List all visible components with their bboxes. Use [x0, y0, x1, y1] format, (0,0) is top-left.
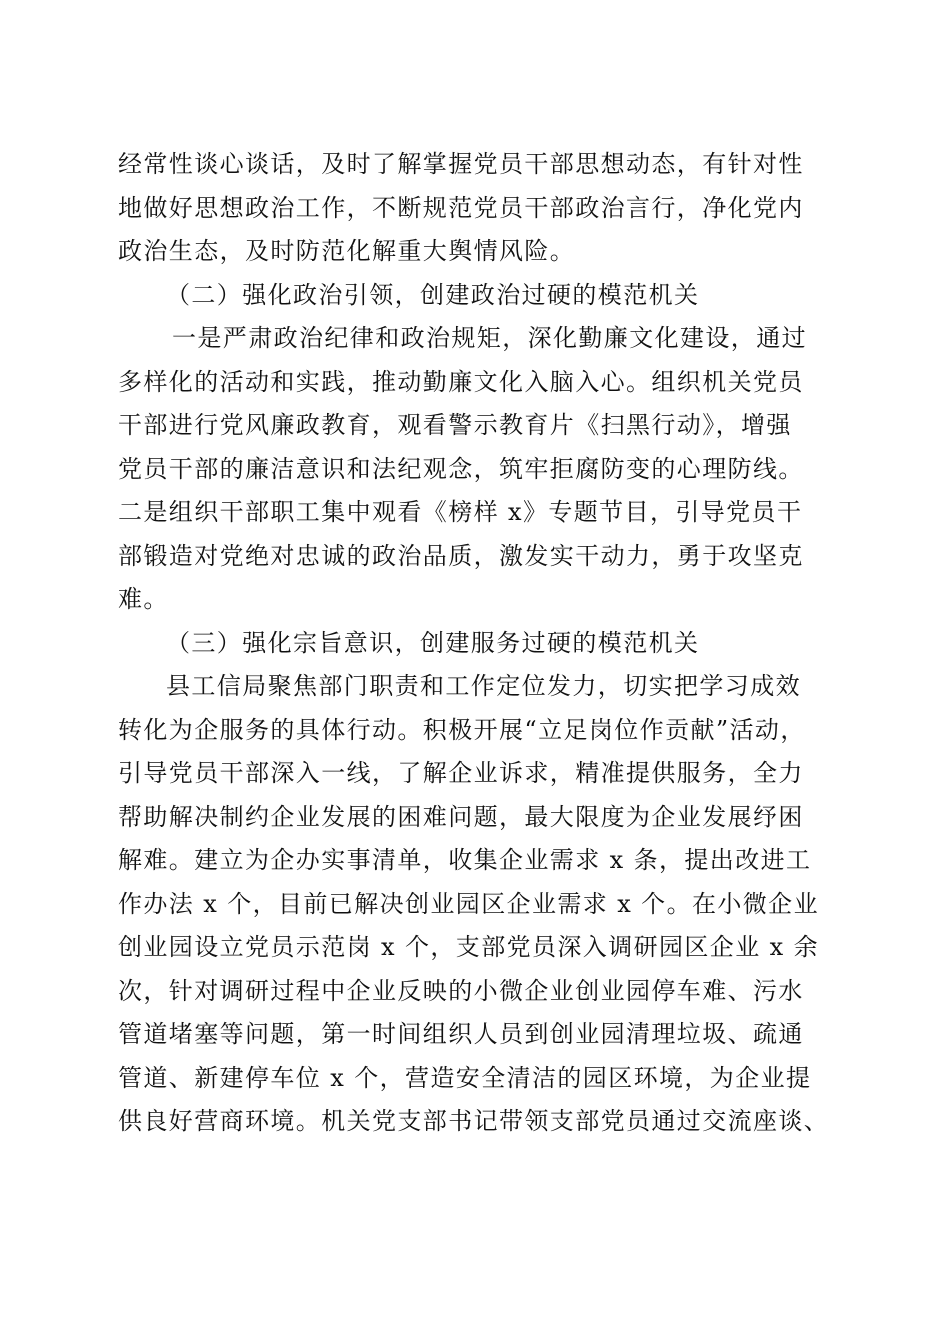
- body-line: 难。: [118, 585, 169, 613]
- body-line: 一是严肃政治纪律和政治规矩，深化勤廉文化建设，通过: [172, 324, 807, 352]
- body-line: 二是组织干部职工集中观看《榜样 x》专题节目，引导党员干: [118, 498, 803, 526]
- body-line: 经常性谈心谈话，及时了解掌握党员干部思想动态，有针对性: [118, 150, 804, 178]
- body-line: 党员干部的廉洁意识和法纪观念，筑牢拒腐防变的心理防线。: [118, 454, 804, 483]
- body-line: 解难。建立为企办实事清单，收集企业需求 x 条，提出改进工: [118, 846, 812, 874]
- body-line: 地做好思想政治工作，不断规范党员干部政治言行，净化党内: [118, 193, 804, 222]
- body-line: 部锻造对党绝对忠诚的政治品质，激发实干动力，勇于攻坚克: [118, 541, 804, 570]
- document-body: [118, 143, 830, 1144]
- body-line: 政治生态，及时防范化解重大舆情风险。: [118, 237, 576, 265]
- body-line: 管道堵塞等问题，第一时间组织人员到创业园清理垃圾、疏通: [118, 1020, 804, 1048]
- body-line: 多样化的活动和实践，推动勤廉文化入脑入心。组织机关党员: [118, 367, 804, 396]
- section-heading-2: （二）强化政治引领，创建政治过硬的模范机关: [166, 280, 700, 309]
- body-line: 次，针对调研过程中企业反映的小微企业创业园停车难、污水: [118, 976, 804, 1005]
- body-line: 创业园设立党员示范岗 x 个，支部党员深入调研园区企业 x 余: [118, 933, 819, 961]
- body-line: 管道、新建停车位 x 个，营造安全清洁的园区环境，为企业提: [118, 1063, 812, 1092]
- body-line: 转化为企服务的具体行动。积极开展“立足岗位作贡献”活动，: [118, 715, 806, 744]
- section-heading-3: （三）强化宗旨意识，创建服务过硬的模范机关: [166, 628, 700, 657]
- body-line: 供良好营商环境。机关党支部书记带领支部党员通过交流座谈、: [118, 1107, 830, 1135]
- body-line: 引导党员干部深入一线，了解企业诉求，精准提供服务，全力: [118, 759, 804, 787]
- body-line: 县工信局聚焦部门职责和工作定位发力，切实把学习成效: [166, 672, 801, 700]
- body-line: 作办法 x 个，目前已解决创业园区企业需求 x 个。在小微企业: [118, 889, 819, 918]
- body-line: 干部进行党风廉政教育，观看警示教育片《扫黑行动》，增强: [118, 411, 792, 439]
- body-line: 帮助解决制约企业发展的困难问题，最大限度为企业发展纾困: [118, 802, 804, 831]
